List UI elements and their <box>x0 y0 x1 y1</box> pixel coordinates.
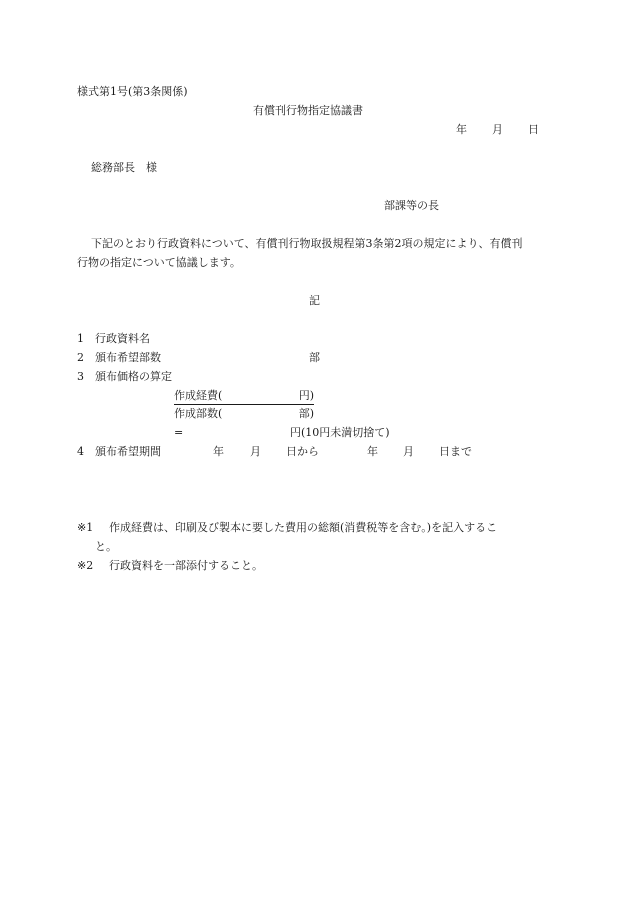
period-to-day: 日まで <box>439 445 472 458</box>
sender: 部課等の長 <box>384 199 439 212</box>
numerator-label: 作成経費( <box>174 389 223 402</box>
item-3-label: 頒布価格の算定 <box>95 370 172 383</box>
item-2-label: 頒布希望部数 <box>95 351 161 364</box>
date-year: 年 <box>456 123 467 136</box>
note-2-text: 行政資料を一部添付すること。 <box>109 559 263 572</box>
ki-heading: 記 <box>309 294 320 307</box>
price-result: 円(10円未満切捨て) <box>290 426 390 439</box>
item-2-unit: 部 <box>309 351 320 364</box>
period-from-year: 年 <box>213 445 224 458</box>
denominator-label: 作成部数( <box>174 407 223 420</box>
note-1-mark: ※1 <box>77 521 94 534</box>
note-1-line-2: と。 <box>95 540 117 553</box>
document-title: 有償刊行物指定協議書 <box>253 104 363 117</box>
item-4-number: 4 <box>77 445 84 458</box>
item-1-label: 行政資料名 <box>95 332 150 345</box>
period-to-month: 月 <box>403 445 414 458</box>
fraction-numerator <box>174 390 314 405</box>
item-4-label: 頒布希望期間 <box>95 445 161 458</box>
denominator-unit: 部) <box>298 407 314 420</box>
date-day: 日 <box>528 123 539 136</box>
numerator-unit: 円) <box>298 389 314 402</box>
equals-sign: = <box>174 426 184 439</box>
form-number: 様式第1号(第3条関係) <box>77 85 188 98</box>
note-1-line-1: 作成経費は、印刷及び製本に要した費用の総額(消費税等を含む。)を記入するこ <box>109 521 498 534</box>
period-to-year: 年 <box>367 445 378 458</box>
period-from-month: 月 <box>250 445 261 458</box>
note-2-mark: ※2 <box>77 559 94 572</box>
addressee: 総務部長 様 <box>91 161 157 174</box>
period-from-day: 日から <box>286 445 319 458</box>
item-2-number: 2 <box>77 351 84 364</box>
item-1-number: 1 <box>77 332 84 345</box>
fraction-denominator <box>174 408 314 422</box>
date-month: 月 <box>492 123 503 136</box>
item-3-number: 3 <box>77 370 84 383</box>
body-line-1: 下記のとおり行政資料について、有償刊行物取扱規程第3条第2項の規定により、有償刊 <box>91 237 523 250</box>
body-line-2: 行物の指定について協議します。 <box>77 256 241 269</box>
